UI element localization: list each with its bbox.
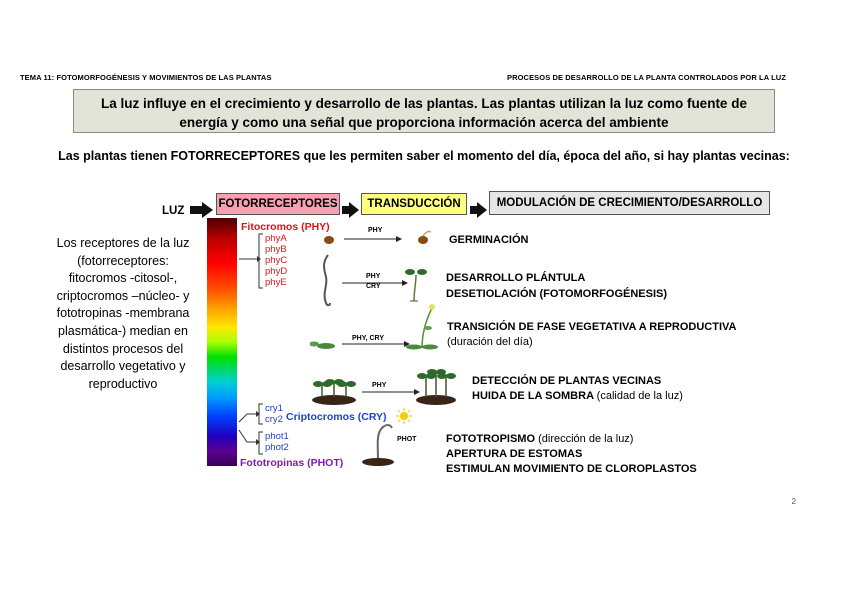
rosette-icon — [317, 343, 335, 349]
outcome-plantula-1: DESARROLLO PLÁNTULA — [446, 272, 586, 284]
seedling-row-graphics — [314, 253, 444, 309]
phot-item: phot2 — [265, 442, 289, 453]
seed-icon — [324, 236, 334, 244]
intro-banner — [73, 89, 775, 133]
outcome-foto-3: ESTIMULAN MOVIMIENTO DE CLOROPLASTOS — [446, 463, 697, 475]
phy-bracket — [237, 232, 265, 290]
outcome-transicion-1: TRANSICIÓN DE FASE VEGETATIVA A REPRODUCTIVA — [447, 321, 737, 333]
outcome-transicion-2: (duración del día) — [447, 336, 533, 348]
outcome-vecinas-1: DETECCIÓN DE PLANTAS VECINAS — [472, 375, 662, 387]
outcome-vecinas-2: HUIDA DE LA SOMBRA (calidad de la luz) — [472, 390, 683, 402]
arrow-label-phy-cry: PHY, CRY — [352, 335, 385, 342]
cry-item: cry2 — [265, 414, 283, 425]
desc-line: (fotorreceptores: — [77, 253, 169, 268]
etiolated-seedling-icon — [324, 255, 330, 305]
arrow-label-cry: CRY — [366, 283, 381, 290]
desc-line: fototropinas -membrana — [56, 306, 190, 321]
fototropinas-label: Fototropinas (PHOT) — [240, 457, 344, 469]
outcome-foto-1: FOTOTROPISMO (dirección de la luz) — [446, 433, 634, 445]
desc-line: plasmática-) median en — [58, 323, 188, 338]
desc-line: distintos procesos del — [62, 341, 184, 356]
desc-line: criptocromos –núcleo- y — [56, 288, 190, 303]
transduccion-box: TRANSDUCCIÓN — [361, 193, 467, 215]
desc-line: Los receptores de la luz — [56, 236, 190, 250]
banner-line-1: La luz influye en el crecimiento y desarrollo de las plantas. Las plantas utilizan la luz como fuente de — [101, 96, 747, 111]
outcome-foto-2: APERTURA DE ESTOMAS — [446, 448, 583, 460]
flow-arrow-3 — [470, 202, 488, 218]
phot-item: phot1 — [265, 431, 289, 442]
flow-arrow-2 — [342, 202, 360, 218]
outcome-germinacion: GERMINACIÓN — [449, 234, 529, 246]
phy-item: phyE — [265, 277, 287, 288]
phy-item: phyC — [265, 255, 288, 266]
header-right: PROCESOS DE DESARROLLO DE LA PLANTA CONTROLADOS POR LA LUZ — [507, 73, 786, 82]
page-number: 2 — [791, 497, 796, 506]
cry-phot-brackets — [237, 402, 265, 458]
desc-line: reproductivo — [88, 376, 158, 391]
flowering-row-graphics — [310, 302, 446, 354]
phy-item: phyB — [265, 244, 287, 255]
green-seedling-icon — [414, 275, 416, 301]
germinating-seed-icon — [418, 236, 428, 244]
fitocromos-label: Fitocromos (PHY) — [241, 221, 330, 233]
arrow-label-phy-2: PHY — [366, 273, 381, 280]
modulacion-box: MODULACIÓN DE CRECIMIENTO/DESARROLLO — [489, 191, 770, 215]
arrow-label-phy-3: PHY — [372, 382, 387, 389]
phy-item: phyA — [265, 233, 287, 244]
fotorreceptores-box: FOTORRECEPTORES — [216, 193, 340, 215]
desc-line: desarrollo vegetativo y — [60, 359, 186, 374]
header-left: TEMA 11: FOTOMORFOGÉNESIS Y MOVIMIENTOS DE LAS PLANTAS — [20, 73, 272, 82]
luz-label: LUZ — [162, 205, 185, 217]
subtitle: Las plantas tienen FOTORRECEPTORES que les permiten saber el momento del día, época del año, si hay plantas vecinas: — [58, 149, 790, 163]
flow-arrow-1 — [190, 202, 214, 218]
arrow-label-phot: PHOT — [397, 436, 417, 443]
cry-item: cry1 — [265, 403, 283, 414]
phot-list — [265, 431, 289, 453]
phy-item: phyD — [265, 266, 288, 277]
bending-seedling-icon — [378, 425, 392, 460]
receptors-description — [28, 235, 218, 393]
light-spectrum-bar — [207, 218, 237, 466]
phy-list — [265, 233, 287, 288]
criptocromos-label: Criptocromos (CRY) — [286, 411, 387, 423]
banner-line-2: energía y como una señal que proporciona información acerca del ambiente — [179, 115, 669, 130]
arrow-label-phy: PHY — [368, 227, 383, 234]
cry-list — [265, 403, 283, 425]
outcome-plantula-2: DESETIOLACIÓN (FOTOMORFOGÉNESIS) — [446, 288, 668, 300]
sun-icon — [396, 408, 412, 424]
desc-line: fitocromos -citosol-, — [68, 271, 178, 286]
